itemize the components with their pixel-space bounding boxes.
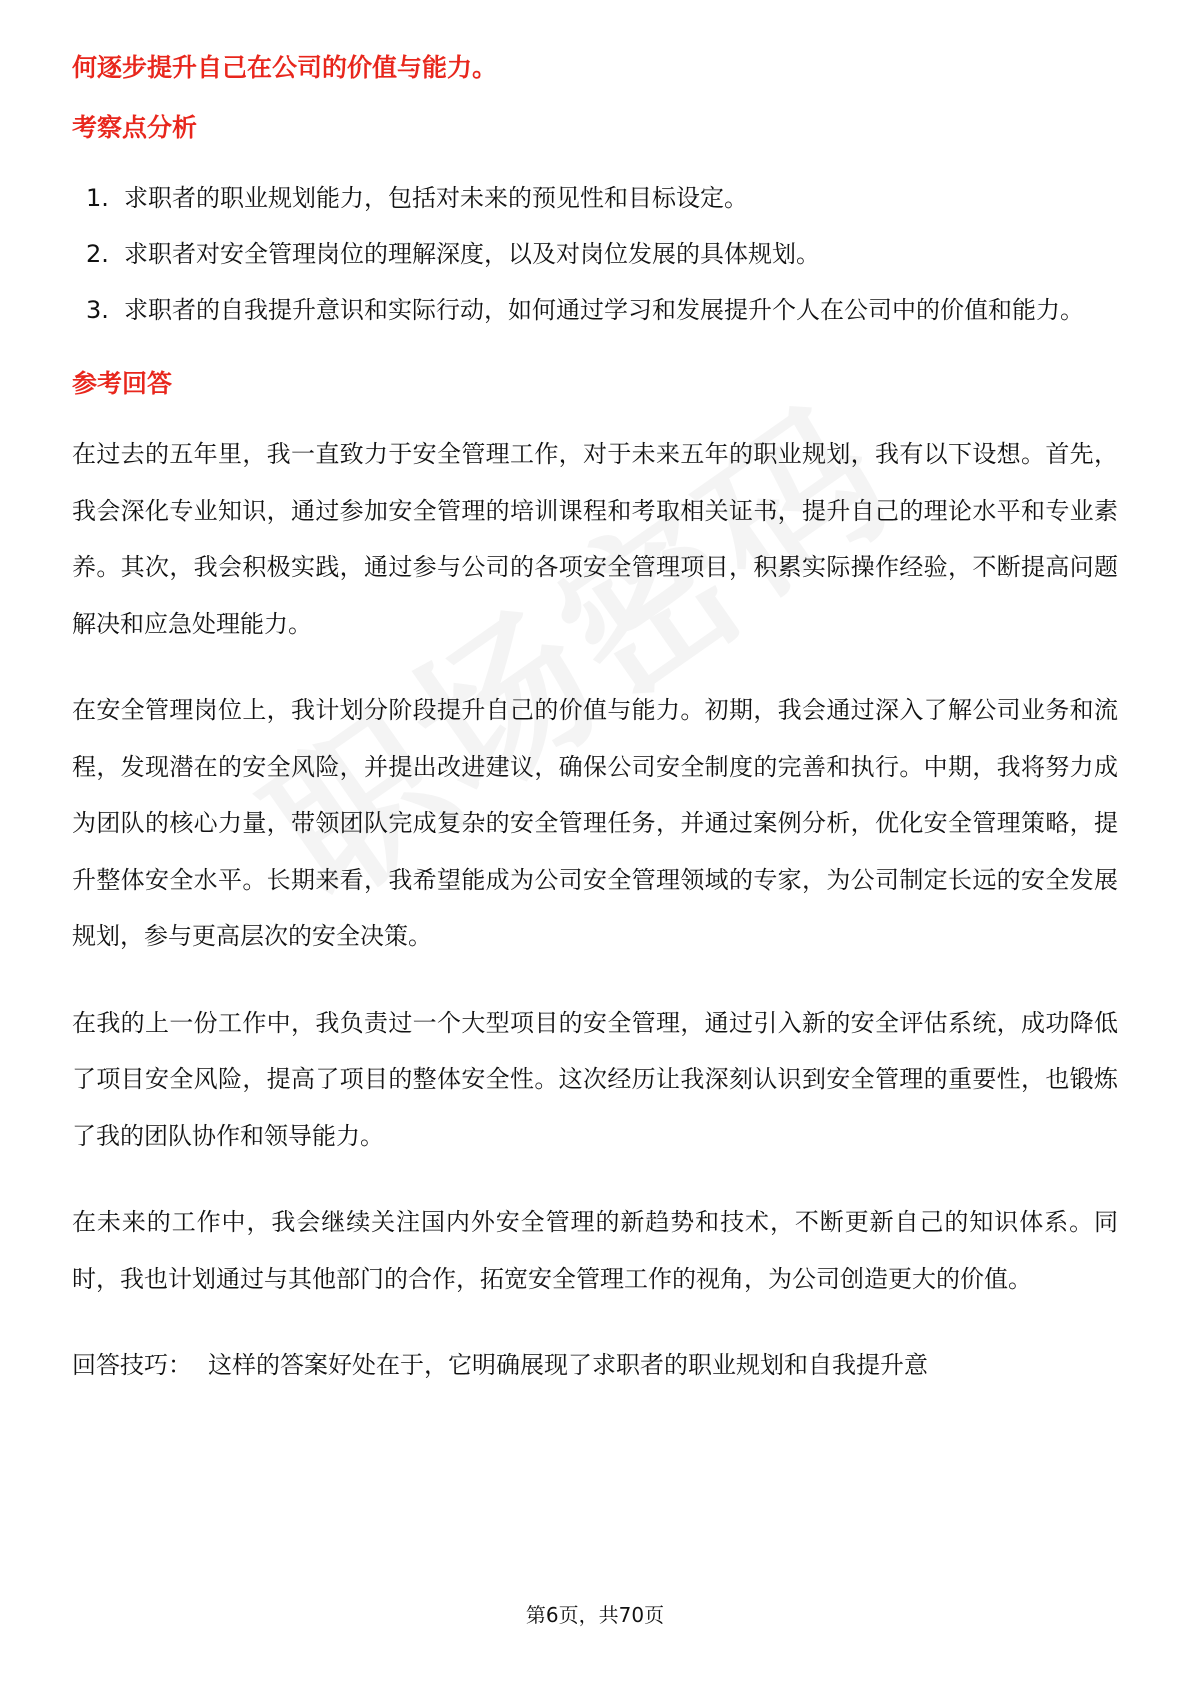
analysis-heading: 考察点分析 bbox=[72, 113, 198, 142]
document-content bbox=[72, 48, 1118, 1393]
analysis-item-text: 求职者的自我提升意识和实际行动，如何通过学习和发展提升个人在公司中的价值和能力。 bbox=[124, 296, 1084, 324]
analysis-item bbox=[72, 226, 1118, 282]
answer-paragraph: 在我的上一份工作中，我负责过一个大型项目的安全管理，通过引入新的安全评估系统，成功降低了项目安全风险，提高了项目的整体安全性。这次经历让我深刻认识到安全管理的重要性，也锻炼了我的团队协作和领导能力。 bbox=[72, 1008, 1118, 1150]
page-indicator: 第6页，共70页 bbox=[525, 1603, 665, 1627]
tips-text: 这样的答案好处在于，它明确展现了求职者的职业规划和自我提升意 bbox=[208, 1351, 928, 1379]
answer-heading: 参考回答 bbox=[72, 369, 173, 398]
answer-tips bbox=[72, 1337, 1118, 1393]
analysis-item-text: 求职者的职业规划能力，包括对未来的预见性和目标设定。 bbox=[124, 184, 748, 212]
analysis-item bbox=[72, 282, 1118, 338]
analysis-list bbox=[72, 170, 1118, 338]
analysis-item-number: 3. bbox=[86, 296, 109, 324]
analysis-item bbox=[72, 170, 1118, 226]
analysis-item-text: 求职者对安全管理岗位的理解深度，以及对岗位发展的具体规划。 bbox=[124, 240, 820, 268]
answer-paragraph: 在过去的五年里，我一直致力于安全管理工作，对于未来五年的职业规划，我有以下设想。首先，我会深化专业知识，通过参加安全管理的培训课程和考取相关证书，提升自己的理论水平和专业素养。其次，我会积极实践，通过参与公司的各项安全管理项目，积累实际操作经验，不断提高问题解决和应急处理能力。 bbox=[72, 440, 1118, 638]
analysis-item-number: 2. bbox=[86, 240, 109, 268]
tips-label: 回答技巧： bbox=[72, 1351, 192, 1379]
analysis-item-number: 1. bbox=[86, 184, 109, 212]
question-tail: 何逐步提升自己在公司的价值与能力。 bbox=[72, 53, 498, 82]
answer-paragraph: 在安全管理岗位上，我计划分阶段提升自己的价值与能力。初期，我会通过深入了解公司业务和流程，发现潜在的安全风险，并提出改进建议，确保公司安全制度的完善和执行。中期，我将努力成为团队的核心力量，带领团队完成复杂的安全管理任务，并通过案例分析，优化安全管理策略，提升整体安全水平。长期来看，我希望能成为公司安全管理领域的专家，为公司制定长远的安全发展规划，参与更高层次的安全决策。 bbox=[72, 696, 1118, 950]
answer-paragraph: 在未来的工作中，我会继续关注国内外安全管理的新趋势和技术，不断更新自己的知识体系。同时，我也计划通过与其他部门的合作，拓宽安全管理工作的视角，为公司创造更大的价值。 bbox=[72, 1208, 1118, 1293]
